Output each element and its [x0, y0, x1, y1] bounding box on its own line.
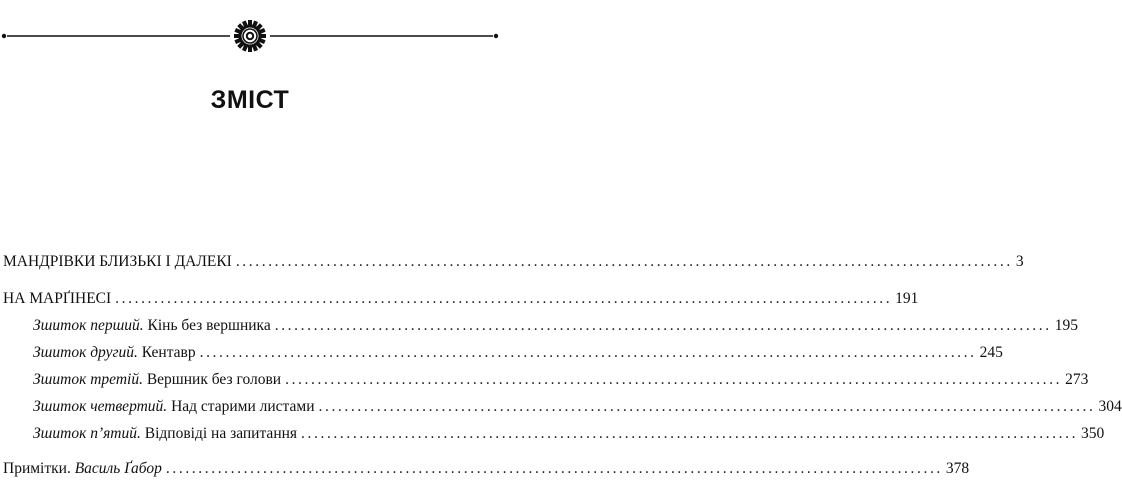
toc-page-number: 191: [895, 290, 919, 307]
toc-entry-prefix: Зшиток четвертий.: [33, 398, 168, 415]
toc-entry-title: [33, 343, 196, 363]
toc-leader-dots: ........................................................................................................................: [165, 460, 943, 477]
toc-leader-dots: ........................................................................................................................: [199, 344, 977, 361]
toc-entry-title: [33, 397, 315, 417]
toc-entry-title: [33, 370, 281, 390]
toc-entry-title: [3, 459, 162, 479]
toc-entry-prefix: Зшиток п’ятий.: [33, 425, 141, 442]
toc-entry-text: Кінь без вершника: [143, 317, 271, 334]
toc-page-number: 304: [1098, 398, 1122, 415]
toc-entry-mandrivky[interactable]: [3, 252, 1024, 272]
toc-entry-zshytok-chetvertyi[interactable]: [33, 397, 1122, 417]
toc-entry-prefix: Зшиток третій.: [33, 371, 143, 388]
toc-page-number: 3: [1015, 253, 1024, 270]
toc-entry-title: НА МАРҐІНЕСІ: [3, 290, 112, 307]
toc-page-number: 350: [1081, 425, 1105, 442]
toc-page-number: 195: [1054, 317, 1078, 334]
toc-entry-text: Примітки.: [3, 460, 75, 477]
toc-entry-text: Вершник без голови: [142, 371, 282, 388]
toc-entry-prefix: Зшиток другий.: [33, 344, 138, 361]
toc-entry-author: Василь Ґабор: [74, 460, 162, 477]
page-title: ЗМІСТ: [210, 86, 290, 114]
toc-entry-title: [33, 424, 297, 444]
toc-leader-dots: ........................................................................................................................: [285, 371, 1063, 388]
toc-entry-text: Відповіді на запитання: [140, 425, 298, 442]
toc-leader-dots: ........................................................................................................................: [235, 253, 1013, 270]
toc-entry-zshytok-pershyi[interactable]: [33, 316, 1078, 336]
toc-page-number: 378: [945, 460, 970, 477]
toc-page-number: 245: [979, 344, 1003, 361]
toc-entry-marginesi[interactable]: [3, 289, 919, 309]
toc-leader-dots: ........................................................................................................................: [318, 398, 1096, 415]
toc-entry-title: [33, 316, 271, 336]
toc-entry-prefix: Зшиток перший.: [33, 317, 144, 334]
toc-page-number: 273: [1065, 371, 1089, 388]
toc-entry-text: Кентавр: [137, 344, 196, 361]
toc-entry-zshytok-piatyi[interactable]: [33, 424, 1105, 444]
toc-leader-dots: ........................................................................................................................: [115, 290, 893, 307]
toc-entry-text: Над старими листами: [167, 398, 315, 415]
toc-entry-zshytok-druhyi[interactable]: [33, 343, 1003, 363]
toc-entry-zshytok-tretii[interactable]: [33, 370, 1089, 390]
toc-leader-dots: ........................................................................................................................: [274, 317, 1052, 334]
toc-leader-dots: ........................................................................................................................: [301, 425, 1079, 442]
toc-entry-title: МАНДРІВКИ БЛИЗЬКІ І ДАЛЕКІ: [3, 253, 232, 270]
toc-entry-prymitky[interactable]: [3, 459, 970, 479]
